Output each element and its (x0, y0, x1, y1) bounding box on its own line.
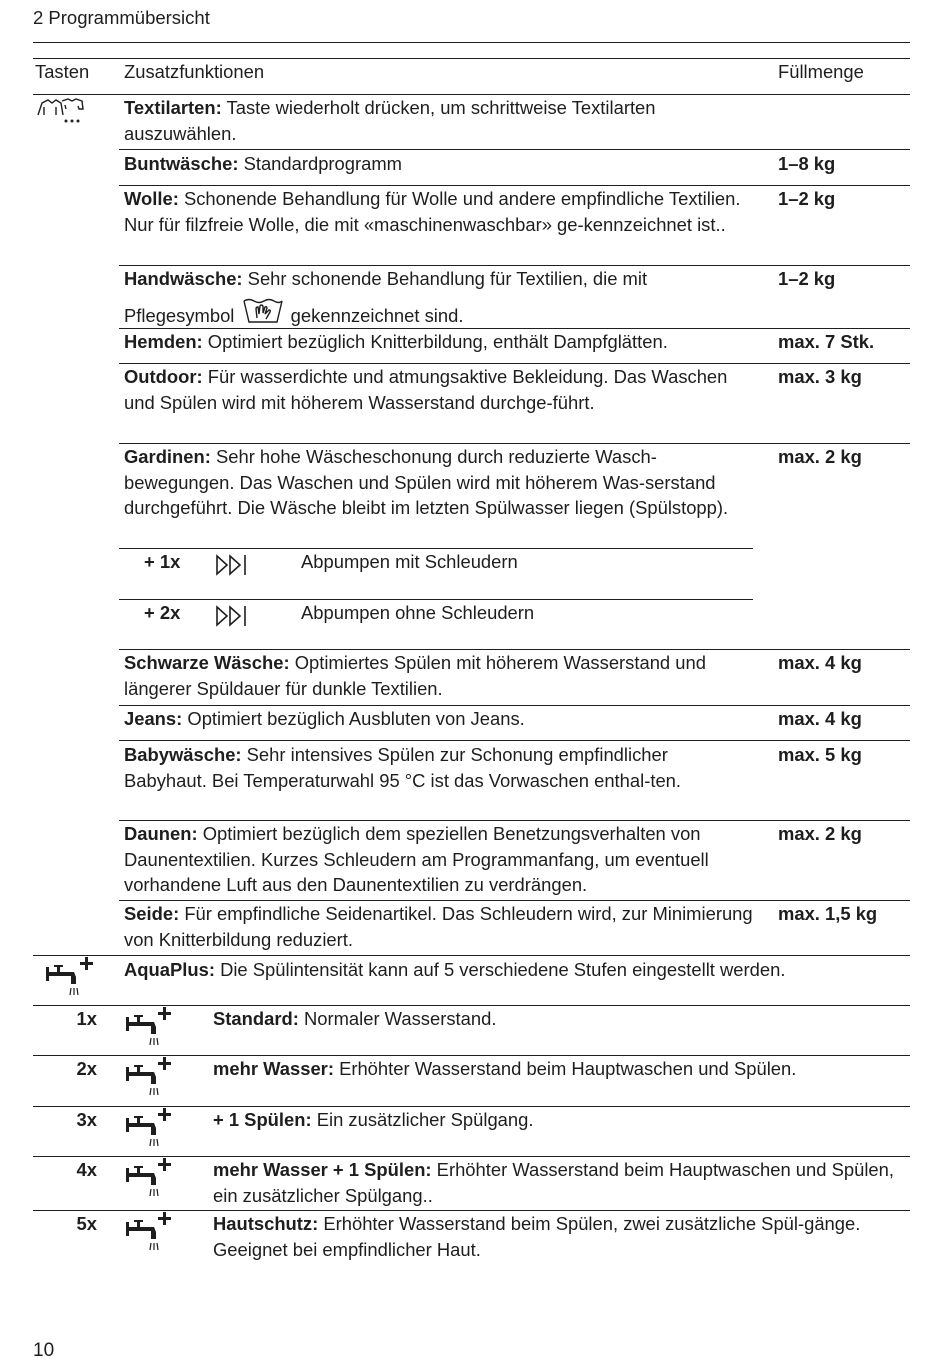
load-amount: max. 3 kg (778, 366, 862, 387)
section-rule (33, 955, 910, 956)
load-amount: max. 2 kg (778, 446, 862, 467)
program-text: Für empfindliche Seidenartikel. Das Schleudern wird, zur Minimierung von Knitterbildung reduziert. (124, 903, 753, 950)
program-row-schwarze-waesche (124, 650, 754, 701)
spin-skip-icon (215, 604, 249, 628)
program-text: Optimiertes Spülen mit höherem Wasserstand und längerer Spüldauer für dunkle Textilien. (124, 652, 706, 699)
program-row-outdoor (124, 364, 754, 415)
program-text: Sehr hohe Wäscheschonung durch reduzierte Wasch-bewegungen. Das Waschen und Spülen wird mit höherem Was-serstand durchgeführt. Die Wäsche bleibt im letzten Spülwasser liegen (Spülstopp). (124, 446, 729, 518)
program-row-jeans (124, 706, 754, 732)
press-count: 3x (76, 1109, 97, 1130)
program-row-buntwaesche (124, 151, 754, 177)
header-rule (33, 42, 910, 43)
program-label: Buntwäsche: (124, 153, 239, 174)
program-label: Outdoor: (124, 366, 203, 387)
load-amount: 1–8 kg (778, 153, 836, 174)
program-label: Handwäsche: (124, 268, 243, 289)
load-amount: max. 4 kg (778, 652, 862, 673)
program-text: Pflegesymbol (124, 305, 235, 326)
press-count: 1x (76, 1008, 97, 1029)
program-text: Optimiert bezüglich Knitterbildung, enthält Dampfglätten. (202, 331, 668, 352)
program-row-daunen (124, 821, 754, 898)
textile-types-icon (36, 97, 88, 123)
level-label: + 1 Spülen: (213, 1109, 312, 1130)
program-row-gardinen (124, 444, 749, 521)
press-count: + 1x (144, 551, 181, 572)
level-label: mehr Wasser + 1 Spülen: (213, 1159, 432, 1180)
program-row-babywaesche (124, 742, 749, 793)
aquaplus-level (213, 1006, 903, 1032)
program-label: Daunen: (124, 823, 198, 844)
row-rule (119, 149, 910, 150)
level-label: Standard: (213, 1008, 299, 1029)
program-label: Babywäsche: (124, 744, 242, 765)
row-rule (119, 740, 910, 741)
section-title: 2 Programmübersicht (33, 7, 210, 28)
load-amount: max. 1,5 kg (778, 903, 878, 924)
textile-types-label: Textilarten: (124, 97, 222, 118)
aquaplus-level (213, 1056, 903, 1082)
level-label: mehr Wasser: (213, 1058, 334, 1079)
level-text: Erhöhter Wasserstand beim Hauptwaschen und Spülen. (333, 1058, 797, 1079)
program-label: Wolle: (124, 188, 179, 209)
press-count: + 2x (144, 602, 181, 623)
program-text: Optimiert bezüglich dem speziellen Benetzungsverhalten von Daunentextilien. Kurzes Schleudern am Programmanfang, um eventuell vorhandene Luft aus den Daunentextilien zu verdrängen. (124, 823, 709, 895)
load-amount: max. 4 kg (778, 708, 862, 729)
column-header-keys: Tasten (35, 61, 90, 82)
program-row-handwaesche (124, 266, 754, 292)
load-amount: 1–2 kg (778, 268, 836, 289)
press-count: 4x (76, 1159, 97, 1180)
aquaplus-text: Die Spülintensität kann auf 5 verschiedene Stufen eingestellt werden. (214, 959, 786, 980)
program-label: Schwarze Wäsche: (124, 652, 290, 673)
program-label: Jeans: (124, 708, 183, 729)
press-count: 2x (76, 1058, 97, 1079)
aquaplus-level (213, 1157, 903, 1208)
press-count: 5x (76, 1213, 97, 1234)
sub-option-text: Abpumpen ohne Schleudern (301, 602, 535, 623)
program-label: Seide: (124, 903, 180, 924)
aquaplus-level (213, 1211, 903, 1262)
program-row-hemden (124, 329, 754, 355)
column-header-load: Füllmenge (778, 61, 864, 82)
program-text: Schonende Behandlung für Wolle und andere empfindliche Textilien. Nur für filzfreie Wolle, die mit «maschinenwaschbar» ge-kennzeichnet ist.. (124, 188, 741, 235)
program-text: Optimiert bezüglich Ausbluten von Jeans. (182, 708, 525, 729)
aquaplus-description (124, 957, 904, 983)
load-amount: 1–2 kg (778, 188, 836, 209)
aquaplus-label: AquaPlus: (124, 959, 215, 980)
sub-option-text: Abpumpen mit Schleudern (301, 551, 518, 572)
program-row-seide (124, 901, 754, 952)
aquaplus-tap-icon (124, 1156, 178, 1198)
program-label: Hemden: (124, 331, 203, 352)
textile-types-description (124, 95, 764, 146)
load-amount: max. 2 kg (778, 823, 862, 844)
program-text: Standardprogramm (238, 153, 403, 174)
level-text: Erhöhter Wasserstand beim Spülen, zwei zusätzliche Spül-gänge. Geeignet bei empfindlicher Haut. (213, 1213, 861, 1260)
program-row-wolle (124, 186, 754, 237)
level-text: Ein zusätzlicher Spülgang. (311, 1109, 534, 1130)
page-number: 10 (33, 1340, 55, 1361)
load-amount: max. 7 Stk. (778, 331, 875, 352)
column-header-functions: Zusatzfunktionen (124, 61, 265, 82)
hand-wash-care-icon (242, 298, 284, 326)
program-text: Für wasserdichte und atmungsaktive Bekleidung. Das Waschen und Spülen wird mit höherem Wasserstand durchge-führt. (124, 366, 728, 413)
aquaplus-tap-icon (124, 1210, 178, 1252)
program-text: Sehr schonende Behandlung für Textilien, die mit (242, 268, 648, 289)
level-text: Normaler Wasserstand. (298, 1008, 497, 1029)
handwash-care-line (124, 298, 764, 329)
aquaplus-tap-icon (124, 1106, 178, 1148)
level-label: Hautschutz: (213, 1213, 319, 1234)
level-text: Erhöhter Wasserstand beim Hauptwaschen und Spülen, ein zusätzlicher Spülgang.. (213, 1159, 894, 1206)
spin-skip-icon (215, 553, 249, 577)
aquaplus-tap-icon (124, 1005, 178, 1047)
load-amount: max. 5 kg (778, 744, 862, 765)
program-text: gekennzeichnet sind. (290, 305, 464, 326)
textile-types-text: Taste wiederholt drücken, um schrittweise Textilarten auszuwählen. (124, 97, 656, 144)
program-label: Gardinen: (124, 446, 211, 467)
aquaplus-level (213, 1107, 903, 1133)
aquaplus-tap-icon (44, 955, 98, 997)
aquaplus-tap-icon (124, 1055, 178, 1097)
program-text: Sehr intensives Spülen zur Schonung empfindlicher Babyhaut. Bei Temperaturwahl 95 °C ist das Vorwaschen enthal-ten. (124, 744, 682, 791)
